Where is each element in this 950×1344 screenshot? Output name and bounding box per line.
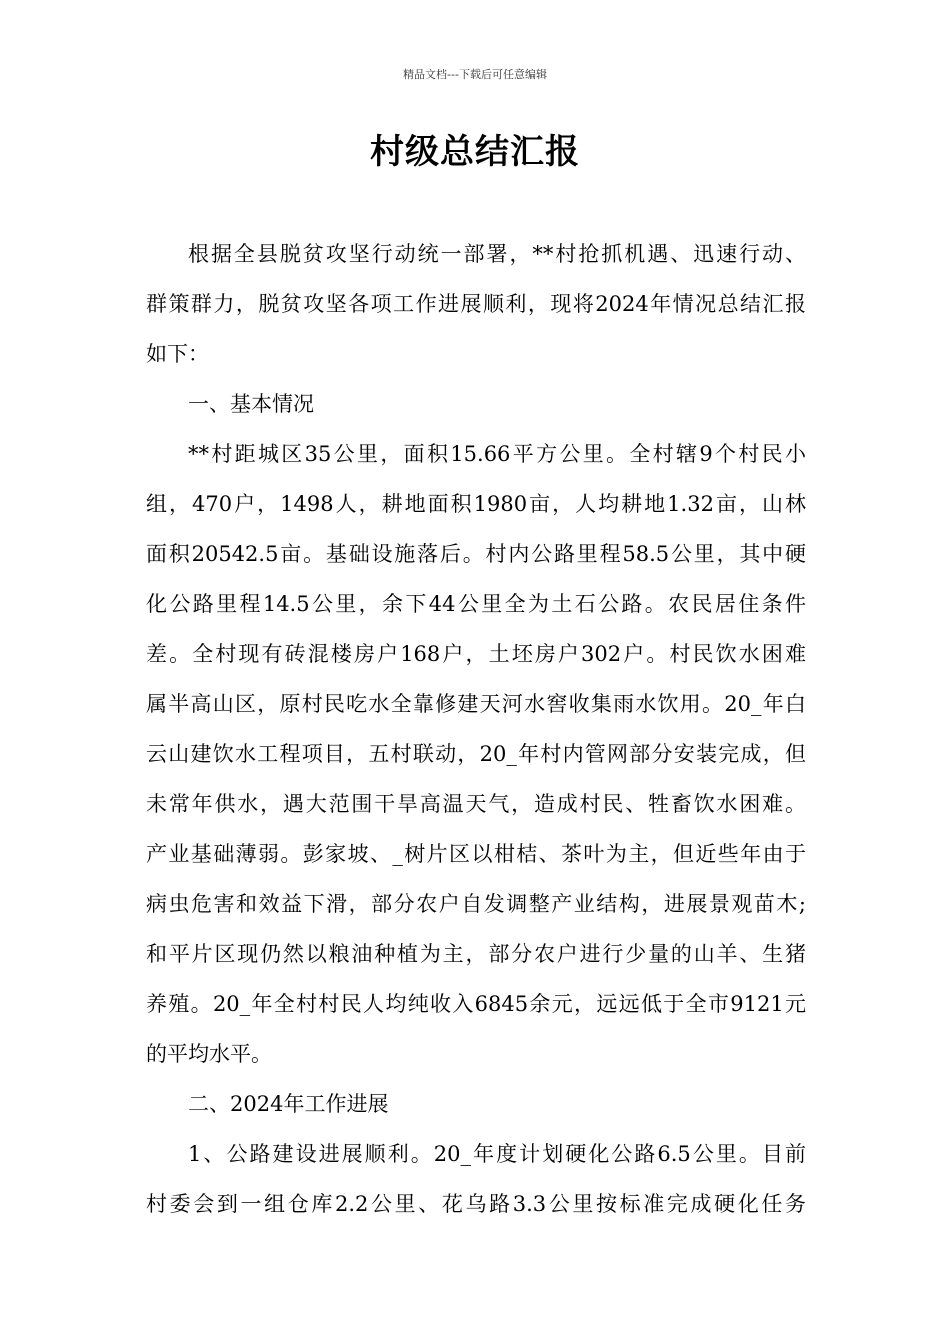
text-line: 病虫危害和效益下滑，部分农户自发调整产业结构，进展景观苗木; [146, 892, 806, 916]
text-line: 二、2024年工作进展 [188, 1092, 389, 1116]
text-line: 一、基本情况 [188, 392, 314, 416]
text-line: 化公路里程14.5公里，余下44公里全为土石公路。农民居住条件 [146, 592, 806, 616]
text-line: 差。全村现有砖混楼房户168户，土坯房户302户。村民饮水困难 [146, 642, 806, 666]
text-line: 如下： [146, 342, 209, 366]
text-line: 未常年供水，遇大范围干旱高温天气，造成村民、牲畜饮水困难。 [146, 792, 806, 816]
text-line: 产业基础薄弱。彭家坡、_树片区以柑桔、茶叶为主，但近些年由于 [146, 842, 806, 866]
text-line: 根据全县脱贫攻坚行动统一部署，**村抢抓机遇、迅速行动、 [188, 242, 806, 266]
text-line: 1、公路建设进展顺利。20_年度计划硬化公路6.5公里。目前 [188, 1142, 806, 1166]
text-line: 属半高山区，原村民吃水全靠修建天河水窖收集雨水饮用。20_年白 [146, 692, 806, 716]
document-body [146, 229, 806, 1229]
section-heading-progress [146, 1079, 806, 1129]
text-line: **村距城区35公里，面积15.66平方公里。全村辖9个村民小 [188, 442, 806, 466]
paragraph-intro [146, 229, 806, 379]
text-line: 村委会到一组仓库2.2公里、花乌路3.3公里按标准完成硬化任务 [146, 1192, 806, 1216]
text-line: 云山建饮水工程项目，五村联动，20_年村内管网部分安装完成，但 [146, 742, 806, 766]
text-line: 的平均水平。 [146, 1042, 272, 1066]
paragraph-road-construction [146, 1129, 806, 1229]
header-watermark: 精品文档---下载后可任意编辑 [403, 68, 547, 81]
text-line: 群策群力，脱贫攻坚各项工作进展顺利，现将2024年情况总结汇报 [146, 292, 806, 316]
text-line: 组，470户，1498人，耕地面积1980亩，人均耕地1.32亩，山林 [146, 492, 806, 516]
text-line: 养殖。20_年全村村民人均纯收入6845余元，远远低于全市9121元 [146, 992, 806, 1016]
paragraph-basic-situation [146, 429, 806, 1079]
section-heading-basic [146, 379, 806, 429]
text-line: 面积20542.5亩。基础设施落后。村内公路里程58.5公里，其中硬 [146, 542, 806, 566]
text-line: 和平片区现仍然以粮油种植为主，部分农户进行少量的山羊、生猪 [146, 942, 806, 966]
document-title: 村级总结汇报 [370, 132, 580, 172]
